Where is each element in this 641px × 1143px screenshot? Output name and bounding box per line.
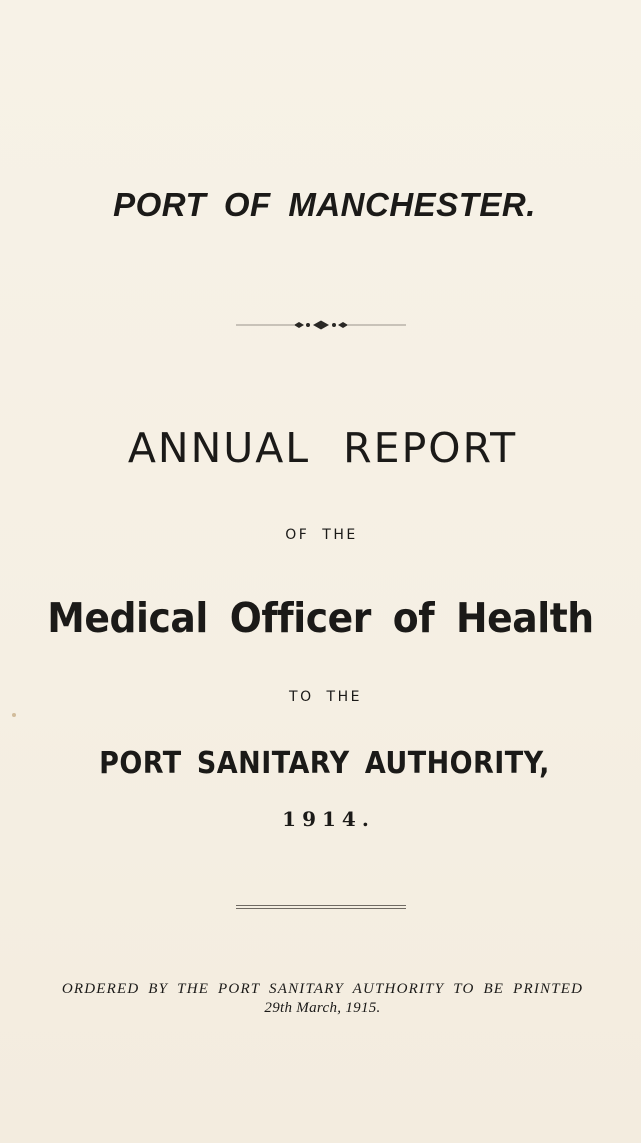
year-text: 1914. <box>282 807 375 831</box>
margin-mark <box>12 713 16 717</box>
double-rule-divider <box>236 904 406 910</box>
annual-report-heading: ANNUAL REPORT <box>127 424 518 472</box>
port-title: PORT OF MANCHESTER. <box>113 186 536 223</box>
authority-heading: PORT SANITARY AUTHORITY, <box>99 746 550 781</box>
to-the-text: TO THE <box>289 689 362 705</box>
medical-officer-heading: Medical Officer of Health <box>47 594 594 642</box>
of-the-text: OF THE <box>285 527 358 543</box>
print-date: 29th March, 1915. <box>264 1000 381 1016</box>
ornament-divider <box>236 318 406 332</box>
ordered-text: ORDERED BY THE PORT SANITARY AUTHORITY TO BE PRINTED <box>61 981 584 997</box>
